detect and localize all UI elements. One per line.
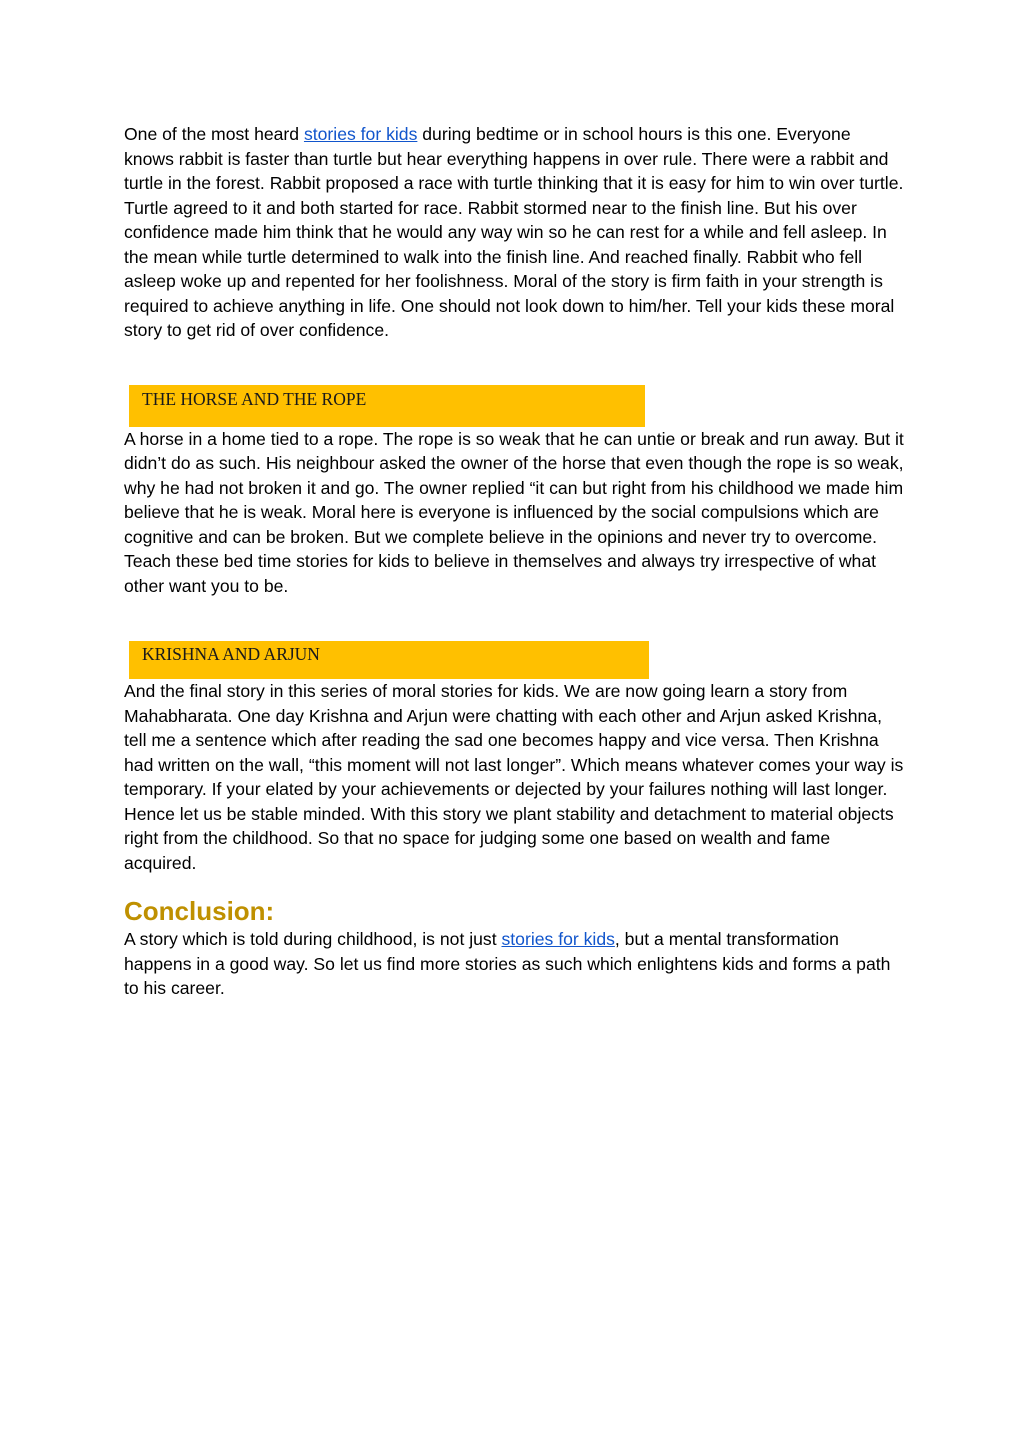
document-page [124, 122, 904, 1001]
horse-rope-banner [129, 385, 645, 427]
krishna-arjun-banner [129, 641, 649, 679]
paragraph-text-start: A story which is told during childhood, is not just [124, 929, 502, 949]
stories-for-kids-link[interactable]: stories for kids [303, 124, 418, 144]
paragraph-text-end: , but a mental transformation happens in a good way. So let us find more stories as such which enlightens kids and forms a path to his career. [124, 929, 891, 998]
banner-title: KRISHNA AND ARJUN [142, 643, 320, 664]
paragraph-text-start: One of the most heard [124, 124, 304, 144]
stories-for-kids-link[interactable]: stories for kids [501, 929, 615, 949]
rabbit-turtle-paragraph [124, 122, 904, 343]
paragraph-text-end: during bedtime or in school hours is this one. Everyone knows rabbit is faster than turtle but hear everything happens in over rule. There were a rabbit and turtle in the forest. Rabbit proposed a race with turtle thinking that it is easy for him to win over turtle. Turtle agreed to it and both started for race. Rabbit stormed near to the finish line. But his over confidence made him think that he would any way win so he can rest for a while and fell asleep. In the mean while turtle determined to walk into the finish line. And reached finally. Rabbit who fell asleep woke up and repented for her foolishness. Moral of the story is firm faith in your strength is required to achieve anything in life. One should not look down to him/her. Tell your kids these moral story to get rid of over confidence. [124, 124, 904, 340]
conclusion-heading: Conclusion: [124, 896, 275, 926]
krishna-arjun-paragraph: And the final story in this series of moral stories for kids. We are now going learn a story from Mahabharata. One day Krishna and Arjun were chatting with each other and Arjun asked Krishna, tell me a sentence which after reading the sad one becomes happy and vice versa. Then Krishna had written on the wall, “this moment will not last longer”. Which means whatever comes your way is temporary. If your elated by your achievements or dejected by your failures nothing will last longer. Hence let us be stable minded. With this story we plant stability and detachment to material objects right from the childhood. So that no space for judging some one based on wealth and fame acquired. [124, 681, 904, 873]
banner-title: THE HORSE AND THE ROPE [142, 389, 367, 409]
conclusion-paragraph [124, 927, 904, 1001]
horse-rope-paragraph: A horse in a home tied to a rope. The rope is so weak that he can untie or break and run away. But it didn’t do as such. His neighbour asked the owner of the horse that even though the rope is so weak, why he had not broken it and go. The owner replied “it can but right from his childhood we made him believe that he is weak. Moral here is everyone is influenced by the social compulsions which are cognitive and can be broken. But we complete believe in the opinions and never try to overcome. Teach these bed time stories for kids to believe in themselves and always try irrespective of what other want you to be. [124, 428, 904, 596]
